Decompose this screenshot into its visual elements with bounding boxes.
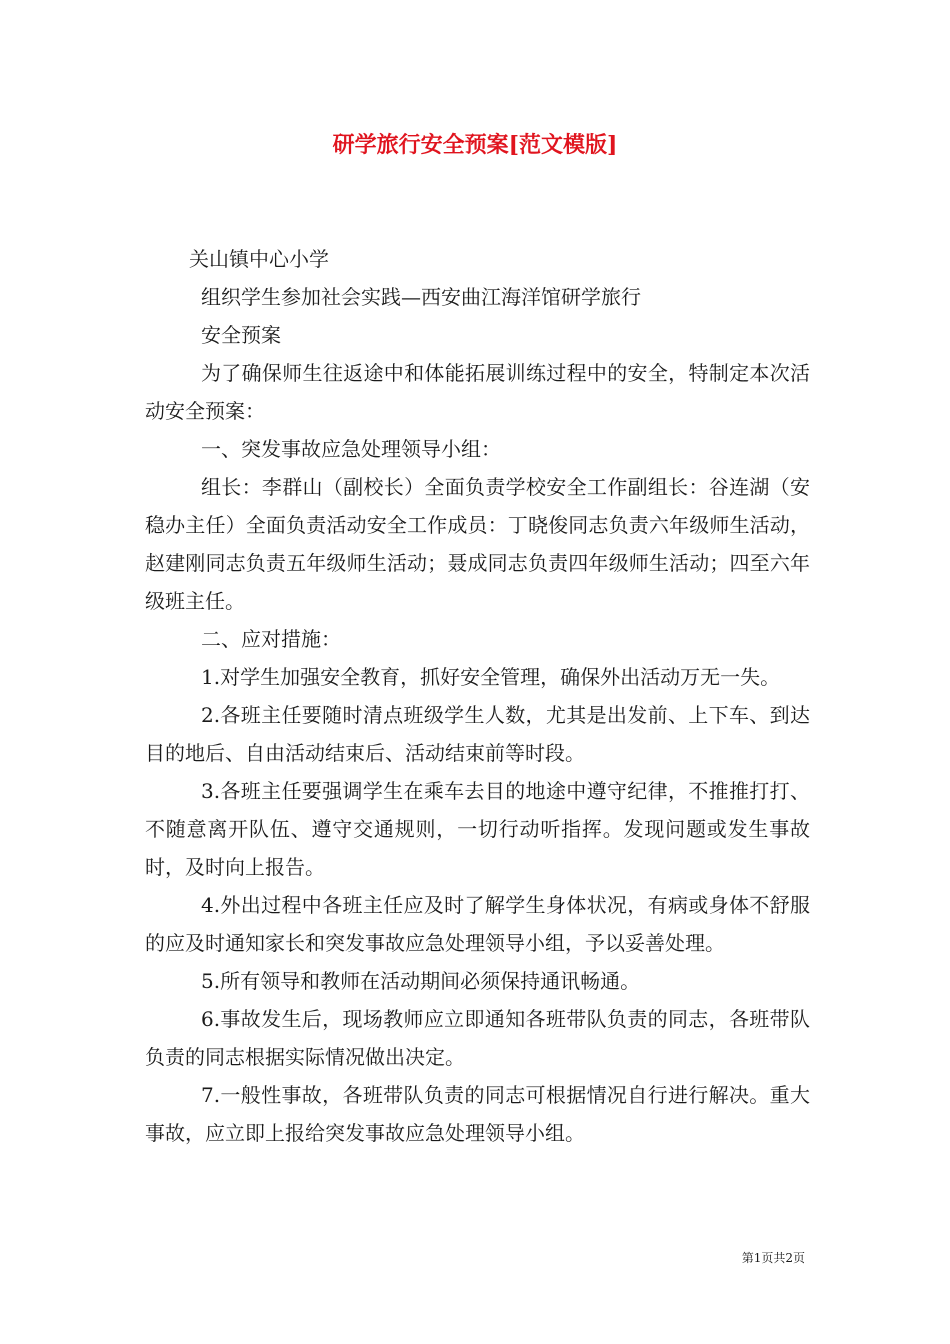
paragraph-leadership: 组长：李群山（副校长）全面负责学校安全工作副组长：谷连湖（安稳办主任）全面负责活动安全工作成员：丁晓俊同志负责六年级师生活动，赵建刚同志负责五年级师生活动；聂成同志负责四年级师生活动；四至六年级班主任。 xyxy=(145,475,810,613)
measure-item-5: 5.所有领导和教师在活动期间必须保持通讯畅通。 xyxy=(201,969,641,993)
measure-item-4: 4.外出过程中各班主任应及时了解学生身体状况，有病或身体不舒服的应及时通知家长和突发事故应急处理领导小组，予以妥善处理。 xyxy=(145,893,810,955)
measure-item-1: 1.对学生加强安全教育，抓好安全管理，确保外出活动万无一失。 xyxy=(201,665,781,689)
document-body xyxy=(145,240,810,1152)
activity-subtitle: 组织学生参加社会实践—西安曲江海洋馆研学旅行 xyxy=(201,285,641,309)
page-number: 第1页共2页 xyxy=(741,1251,805,1265)
measure-item-2: 2.各班主任要随时清点班级学生人数，尤其是出发前、上下车、到达目的地后、自由活动结束后、活动结束前等时段。 xyxy=(145,703,810,765)
section-heading-1: 一、突发事故应急处理领导小组： xyxy=(201,437,501,461)
plan-subtitle: 安全预案 xyxy=(201,323,281,347)
section-heading-2: 二、应对措施： xyxy=(201,627,341,651)
school-name: 关山镇中心小学 xyxy=(189,247,329,271)
paragraph-intro: 为了确保师生往返途中和体能拓展训练过程中的安全，特制定本次活动安全预案： xyxy=(145,361,810,423)
measure-item-7: 7.一般性事故，各班带队负责的同志可根据情况自行进行解决。重大事故，应立即上报给突发事故应急处理领导小组。 xyxy=(145,1083,810,1145)
measure-item-6: 6.事故发生后，现场教师应立即通知各班带队负责的同志，各班带队负责的同志根据实际情况做出决定。 xyxy=(145,1007,810,1069)
document-title: 研学旅行安全预案[范文模版] xyxy=(332,132,618,158)
measure-item-3: 3.各班主任要强调学生在乘车去目的地途中遵守纪律，不推推打打、不随意离开队伍、遵守交通规则，一切行动听指挥。发现问题或发生事故时，及时向上报告。 xyxy=(145,779,810,879)
